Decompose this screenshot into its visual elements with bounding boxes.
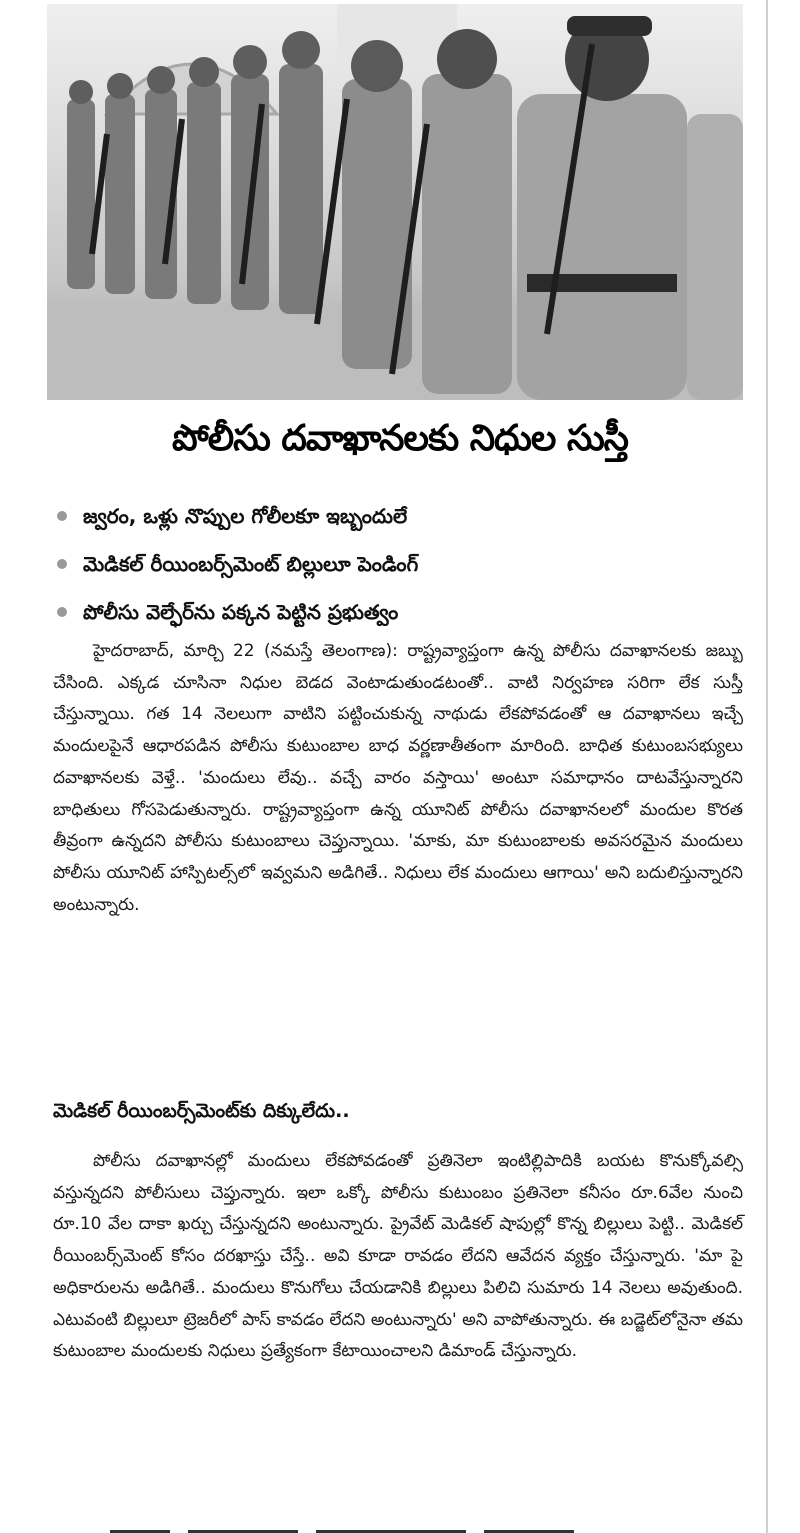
distant-figures xyxy=(67,64,323,314)
photo-illustration xyxy=(47,4,743,400)
highlight-bullets xyxy=(55,496,755,640)
police-march-photo xyxy=(47,4,743,400)
body-paragraph-1: హైదరాబాద్, మార్చి 22 (నమస్తే తెలంగాణ): రాష్ట్రవ్యాప్తంగా ఉన్న పోలీసు దవాఖానలకు జబ్బు చేసింది. ఎక్కడ చూసినా నిధుల బెడద వెంటాడుతుండటంతో.. వాటి నిర్వహణ సరిగా లేక సుస్తీ చేస్తున్నాయి. గత 14 నెలలుగా వాటిని పట్టించుకున్న నాథుడు లేకపోవడంతో ఆ దవాఖానలు ఇచ్చే మందులపైనే ఆధారపడిన పోలీసు కుటుంబాల బాధ వర్ణణాతీతంగా మారింది. బాధిత కుటుంబసభ్యులు దవాఖానలకు వెళ్తే.. 'మందులు లేవు.. వచ్చే వారం వస్తాయి' అంటూ సమాధానం దాటవేస్తున్నారని బాధితులు గోసపెడుతున్నారు. రాష్ట్రవ్యాప్తంగా ఉన్న యూనిట్ పోలీసు దవాఖానలలో మందుల కొరత తీవ్రంగా ఉన్నదని పోలీసు కుటుంబాలు చెప్తున్నాయి. 'మాకు, మా కుటుంబాలకు అవసరమైన మందులు పోలీసు యూనిట్ హాస్పిటల్స్‌లో ఇవ్వమని అడిగితే.. నిధులు లేక మందులు ఆగాయి' అని బదులిస్తున్నారని అంటున్నారు. xyxy=(53,641,743,915)
bullet-text: జ్వరం, ఒళ్లు నొప్పుల గోలీలకూ ఇబ్బందులే xyxy=(83,504,408,528)
foreground-officer xyxy=(517,16,743,400)
bullet-item xyxy=(55,496,755,544)
column-divider xyxy=(766,0,768,1533)
bullet-dot-icon xyxy=(57,511,67,521)
bullet-dot-icon xyxy=(57,607,67,617)
headline: పోలీసు దవాఖానలకు నిధుల సుస్తీ xyxy=(172,418,628,459)
bullet-item xyxy=(55,592,755,640)
body-paragraph-2: పోలీసు దవాఖానల్లో మందులు లేకపోవడంతో ప్రతినెలా ఇంటిల్లిపాదికి బయట కొనుక్కోవల్సి వస్తున్నదని పోలీసులు చెప్తున్నారు. ఇలా ఒక్కో పోలీసు కుటుంబం ప్రతినెలా కనీసం రూ.6వేల నుంచి రూ.10 వేల దాకా ఖర్చు చేస్తున్నదని అంటున్నారు. ప్రైవేట్ మెడికల్ షాపుల్లో కొన్న బిల్లులు పెట్టి.. మెడికల్ రీయింబర్స్‌మెంట్ కోసం దరఖాస్తు చేస్తే.. అవి కూడా రావడం లేదని ఆవేదన వ్యక్తం చేస్తున్నారు. 'మా పై అధికారులను అడిగితే.. మందులు కొనుగోలు చేయడానికి బిల్లులు పిలిచి సుమారు 14 నెలలు అవుతుంది. ఎటువంటి బిల్లులూ ట్రెజరీలో పాస్ కావడం లేదని అంటున్నారు' అని వాపోతున్నారు. ఈ బడ్జెట్‌లోనైనా తమ కుటుంబాల మందులకు నిధులు ప్రత్యేకంగా కేటాయించాలని డిమాండ్ చేస్తున్నారు. xyxy=(53,1151,743,1362)
subheading: మెడికల్ రీయింబర్స్‌మెంట్‌కు దిక్కులేదు.. xyxy=(53,1100,350,1122)
mid-figures xyxy=(342,29,512,394)
bullet-item xyxy=(55,544,755,592)
cut-off-next-line xyxy=(110,1524,710,1533)
bullet-text: పోలీసు వెల్ఫేర్‌ను పక్కన పెట్టిన ప్రభుత్వం xyxy=(83,600,399,624)
bullet-text: మెడికల్ రీయింబర్స్‌మెంట్ బిల్లులూ పెండింగ్ xyxy=(83,552,419,576)
bullet-dot-icon xyxy=(57,559,67,569)
